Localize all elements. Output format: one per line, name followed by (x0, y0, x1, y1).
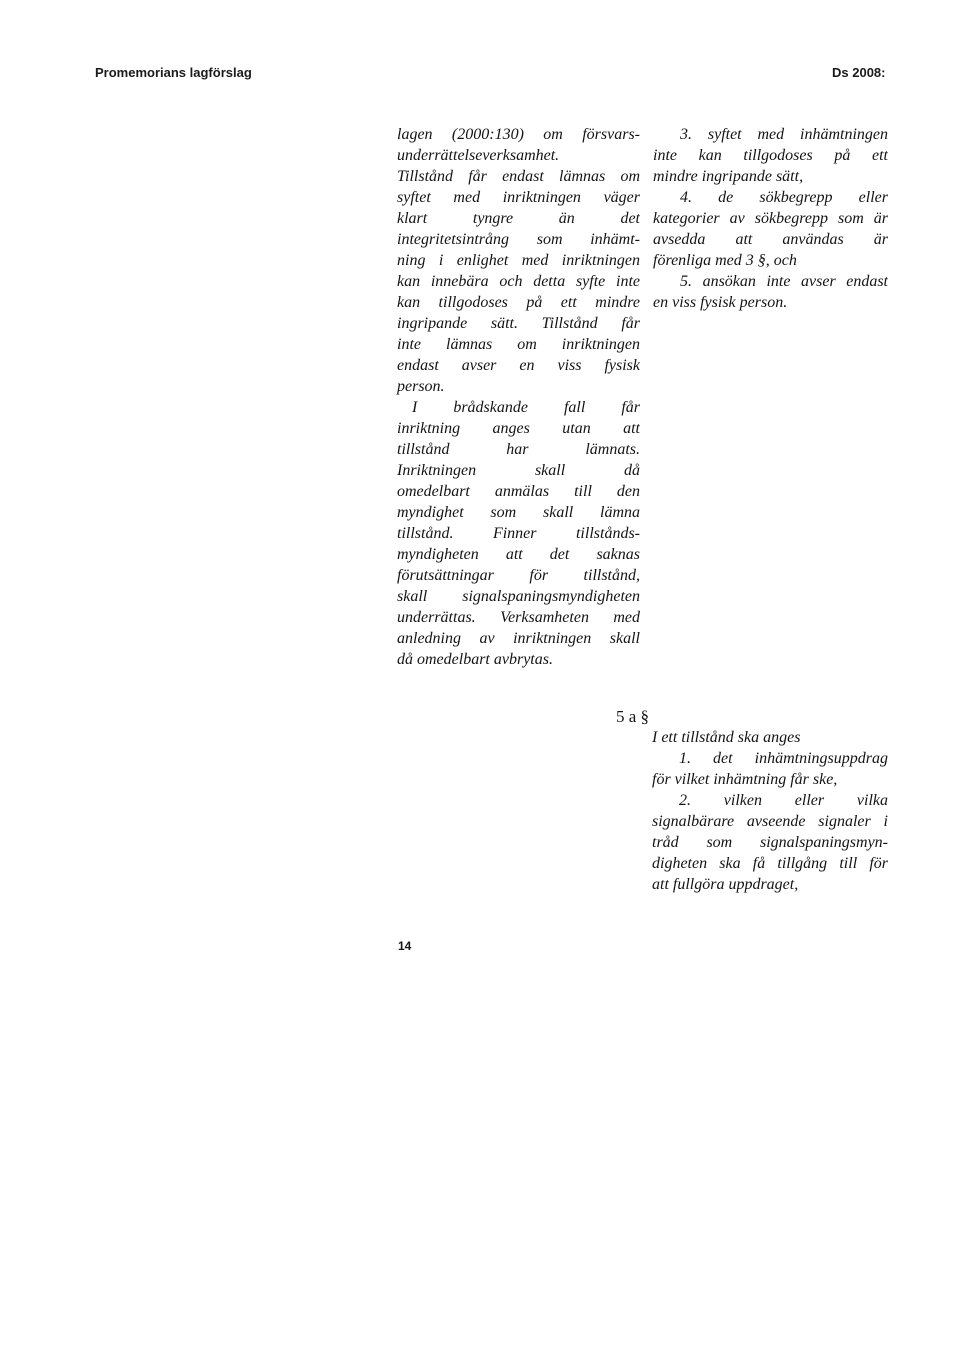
text-line: 3. syftet med inhämtningen (680, 126, 888, 143)
text-line: integritetsintrång som inhämt- (397, 231, 640, 248)
text-line: en viss fysisk person. (653, 294, 788, 311)
text-line: underrättas. Verksamheten med (397, 609, 640, 626)
text-line: kategorier av sökbegrepp som är (653, 210, 888, 227)
text-line: då omedelbart avbrytas. (397, 651, 553, 668)
text-line: syftet med inriktningen väger (397, 189, 640, 206)
text-line: underrättelseverksamhet. (397, 147, 560, 164)
left-column-current-wording (397, 124, 640, 670)
text-line: lagen (2000:130) om försvars- (397, 126, 640, 143)
text-line: att fullgöra uppdraget, (652, 876, 799, 893)
text-line: inte kan tillgodoses på ett (653, 147, 888, 164)
text-line: person. (397, 378, 445, 395)
text-line: I ett tillstånd ska anges (652, 729, 801, 746)
text-line: kan innebära och detta syfte inte (397, 273, 640, 290)
text-line: förenliga med 3 §, och (653, 252, 797, 269)
text-line: inte lämnas om inriktningen (397, 336, 640, 353)
right-column-proposed-wording (653, 124, 888, 313)
text-line: 5. ansökan inte avser endast (680, 273, 888, 290)
text-line: inriktning anges utan att (397, 420, 640, 437)
section-5a-body (652, 727, 888, 895)
text-line: anledning av inriktningen skall (397, 630, 640, 647)
text-line: tråd som signalspaningsmyn- (652, 834, 888, 851)
text-line: myndighet som skall lämna (397, 504, 640, 521)
text-line: klart tyngre än det (397, 210, 640, 227)
text-line: tillstånd har lämnats. (397, 441, 640, 458)
text-line: digheten ska få tillgång till för (652, 855, 888, 872)
text-line: Inriktningen skall då (397, 462, 640, 479)
text-line: 2. vilken eller vilka (679, 792, 888, 809)
text-line: myndigheten att det saknas (397, 546, 640, 563)
text-line: 4. de sökbegrepp eller (680, 189, 888, 206)
text-line: skall signalspaningsmyndigheten (397, 588, 640, 605)
text-line: kan tillgodoses på ett mindre (397, 294, 640, 311)
text-line: förutsättningar för tillstånd, (397, 567, 640, 584)
text-line: ning i enlighet med inriktningen (397, 252, 640, 269)
running-header-doc-ref: Ds 2008: (832, 65, 886, 80)
text-line: omedelbart anmälas till den (397, 483, 640, 500)
running-header-title: Promemorians lagförslag (95, 65, 252, 80)
text-line: signalbärare avseende signaler i (652, 813, 888, 830)
page-number: 14 (398, 939, 412, 953)
text-line: 1. det inhämtningsuppdrag (679, 750, 888, 767)
text-line: ingripande sätt. Tillstånd får (397, 315, 640, 332)
text-line: tillstånd. Finner tillstånds- (397, 525, 640, 542)
text-line: endast avser en viss fysisk (397, 357, 640, 374)
text-line: I brådskande fall får (412, 399, 640, 416)
text-line: mindre ingripande sätt, (653, 168, 804, 185)
text-line: avsedda att användas är (653, 231, 888, 248)
text-line: för vilket inhämtning får ske, (652, 771, 838, 788)
section-heading: 5 a § (616, 707, 650, 726)
text-line: Tillstånd får endast lämnas om (397, 168, 640, 185)
